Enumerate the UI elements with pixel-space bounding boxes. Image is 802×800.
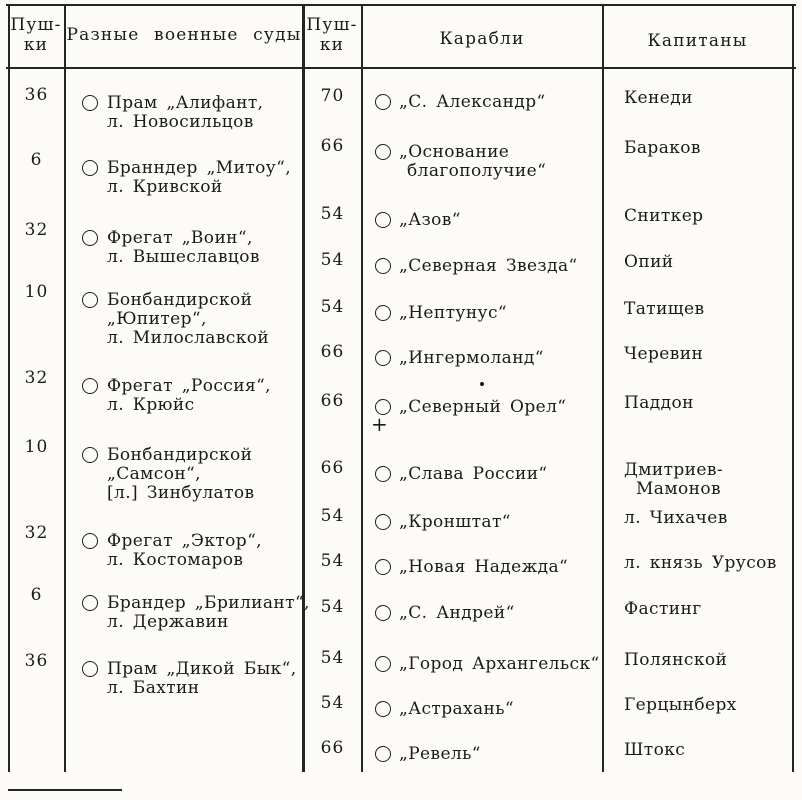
ship-name-line: „Северный Орел“ — [399, 397, 567, 417]
vessel-commander: л. Милославской — [107, 328, 270, 348]
captain-name-line: Сниткер — [624, 206, 704, 226]
ship-marker-circle-icon — [375, 746, 391, 762]
captain-name — [624, 253, 674, 272]
gun-count: 32 — [24, 220, 49, 240]
vessel-name: Прам „Дикой Бык“, — [107, 659, 297, 679]
ship-marker-circle-icon — [82, 378, 98, 394]
vessel-type: Бонбандирской — [107, 445, 253, 465]
table-top-border — [6, 4, 796, 6]
vessel-name: Фрегат „Эктор“, — [107, 531, 262, 551]
captain-name-line: Опий — [624, 252, 674, 272]
captain-name — [624, 509, 728, 528]
gun-count: 36 — [24, 85, 49, 105]
ship-marker-circle-icon — [375, 144, 391, 160]
vessel-entry — [107, 532, 262, 570]
captain-name — [624, 345, 703, 364]
captain-name — [624, 600, 702, 619]
captain-name-line: Герцынберх — [624, 695, 737, 715]
gun-count: 6 — [30, 150, 43, 170]
vessel-entry — [107, 660, 297, 698]
gun-count: 54 — [320, 204, 345, 224]
captain-name-line: Штокс — [624, 740, 686, 760]
ship-name — [399, 304, 507, 323]
header-guns-right — [303, 15, 361, 55]
ship-marker-circle-icon — [82, 95, 98, 111]
captain-name-line: Дмитриев- — [624, 460, 723, 480]
ship-name-line: „Ингермоланд“ — [399, 348, 544, 368]
gun-count: 66 — [320, 342, 345, 362]
ship-name-line: „Кронштат“ — [399, 512, 511, 532]
divider-guns-ships — [361, 5, 363, 772]
vessel-name: „Самсон“, — [107, 464, 201, 484]
ship-name — [399, 398, 566, 417]
gun-count: 54 — [320, 693, 345, 713]
vessel-entry — [107, 229, 260, 267]
captain-name-line: Паддон — [624, 393, 694, 413]
gun-count: 54 — [320, 551, 345, 571]
header-guns-left-line1: Пуш- — [10, 15, 62, 35]
ship-name-line: „Астрахань“ — [399, 699, 515, 719]
ship-name — [399, 745, 481, 764]
ship-marker-circle-icon — [82, 661, 98, 677]
vessel-entry — [107, 446, 255, 503]
gun-count: 70 — [320, 86, 345, 106]
captain-name — [624, 394, 694, 413]
vessel-entry — [107, 159, 291, 197]
ship-name-line: „Основание — [399, 142, 510, 162]
vessel-commander: л. Костомаров — [107, 550, 244, 570]
captain-name-line: Мамонов — [636, 479, 721, 499]
vessel-entry — [107, 291, 269, 348]
captain-name-line: л. князь Урусов — [624, 553, 777, 573]
ship-marker-circle-icon — [82, 533, 98, 549]
vessel-entry — [107, 594, 310, 632]
gun-count: 36 — [24, 651, 49, 671]
gun-count: 54 — [320, 597, 345, 617]
ship-marker-circle-icon — [375, 701, 391, 717]
ship-name-line: „Ревель“ — [399, 744, 481, 764]
gun-count: 32 — [24, 368, 49, 388]
captain-name-line: Полянской — [624, 650, 728, 670]
vessel-name: „Юпитер“, — [107, 309, 207, 329]
ship-marker-circle-icon — [82, 595, 98, 611]
gun-count: 10 — [24, 282, 49, 302]
ship-marker-circle-icon — [82, 230, 98, 246]
captain-name — [624, 300, 704, 319]
vessel-type: Бонбандирской — [107, 290, 253, 310]
ship-name-line: „Северная Звезда“ — [399, 256, 578, 276]
captain-name — [624, 207, 703, 226]
ship-name-line: „С. Андрей“ — [399, 603, 515, 623]
header-guns-left — [8, 15, 64, 55]
ship-name — [399, 349, 544, 368]
ship-name — [399, 93, 546, 112]
vessel-entry — [107, 94, 263, 132]
header-guns-left-line2: ки — [23, 35, 49, 55]
gun-count: 54 — [320, 506, 345, 526]
ship-marker-circle-icon — [375, 656, 391, 672]
header-guns-right-line2: ки — [319, 35, 345, 55]
vessel-commander: л. Бахтин — [107, 678, 200, 698]
footnote-rule — [8, 789, 122, 791]
ship-marker-circle-icon — [375, 305, 391, 321]
vessel-commander: л. Крюйс — [107, 395, 195, 415]
gun-count: 6 — [30, 585, 43, 605]
header-vessels: Разные военные суды — [66, 25, 302, 45]
captain-name — [624, 696, 737, 715]
captain-name-line: Татищев — [624, 299, 705, 319]
ship-name — [399, 700, 514, 719]
captain-name-line: Черевин — [624, 344, 704, 364]
ship-marker-circle-icon — [375, 514, 391, 530]
vessel-commander: л. Кривской — [107, 177, 223, 197]
header-ships: Карабли — [439, 29, 525, 49]
vessel-commander: л. Новосильцов — [107, 112, 254, 132]
gun-count: 66 — [320, 738, 345, 758]
vessel-name: Бранндер „Митоу“, — [107, 158, 292, 178]
ship-name — [399, 604, 515, 623]
captain-name-line: л. Чихачев — [624, 508, 728, 528]
table-right-border — [792, 5, 794, 772]
ship-marker-circle-icon — [82, 160, 98, 176]
divider-guns-vessels — [64, 5, 66, 772]
vessel-commander: л. Вышеславцов — [107, 247, 260, 267]
captain-name — [624, 554, 777, 573]
vessel-name: Брандер „Брилиант“, — [107, 593, 310, 613]
ship-name — [399, 257, 578, 276]
captain-name — [624, 651, 727, 670]
gun-count: 66 — [320, 458, 345, 478]
ship-name-line: „Азов“ — [399, 210, 461, 230]
ship-name-line: „Нептунус“ — [399, 303, 507, 323]
ship-name-line: „Город Архангельск“ — [399, 654, 600, 674]
captain-name — [624, 461, 723, 499]
ship-name — [399, 558, 568, 577]
footnote-dot-mark — [480, 382, 484, 386]
ship-name — [399, 513, 511, 532]
ship-marker-circle-icon — [375, 94, 391, 110]
ship-name-line: „Слава России“ — [399, 464, 548, 484]
gun-count: 54 — [320, 250, 345, 270]
gun-count: 10 — [24, 437, 49, 457]
ship-name-line: „Новая Надежда“ — [399, 557, 569, 577]
header-guns-right-line1: Пуш- — [306, 15, 358, 35]
vessel-name: Фрегат „Воин“, — [107, 228, 253, 248]
ship-marker-circle-icon — [375, 605, 391, 621]
ship-marker-circle-icon — [375, 258, 391, 274]
gun-count: 32 — [24, 523, 49, 543]
ship-marker-circle-icon — [82, 447, 98, 463]
ship-name — [399, 143, 546, 181]
vessel-name: Фрегат „Россия“, — [107, 376, 271, 396]
header-underline — [6, 67, 796, 69]
captain-name — [624, 89, 693, 108]
header-captains: Капитаны — [647, 31, 748, 51]
ship-marker-circle-icon — [375, 350, 391, 366]
ship-marker-circle-icon — [375, 559, 391, 575]
captain-name — [624, 741, 685, 760]
ship-name-line: „С. Александр“ — [399, 92, 546, 112]
vessel-commander: [л.] Зинбулатов — [107, 483, 255, 503]
ship-name — [399, 465, 548, 484]
gun-count: 54 — [320, 297, 345, 317]
ship-marker-circle-icon — [82, 292, 98, 308]
vessel-entry — [107, 377, 271, 415]
captain-name-line: Кенеди — [624, 88, 693, 108]
ship-name-line: благополучие“ — [407, 161, 547, 181]
vessel-name: Прам „Алифант, — [107, 93, 264, 113]
ship-marker-circle-icon — [375, 466, 391, 482]
gun-count: 66 — [320, 136, 345, 156]
gun-count: 66 — [320, 391, 345, 411]
captain-name-line: Фастинг — [624, 599, 702, 619]
divider-ships-captains — [602, 5, 604, 772]
gun-count: 54 — [320, 648, 345, 668]
captain-name-line: Бараков — [624, 138, 701, 158]
plus-footnote-mark: + — [371, 412, 388, 436]
vessel-commander: л. Державин — [107, 612, 229, 632]
ship-name — [399, 655, 600, 674]
ship-name — [399, 211, 461, 230]
ship-marker-circle-icon — [375, 212, 391, 228]
captain-name — [624, 139, 701, 158]
